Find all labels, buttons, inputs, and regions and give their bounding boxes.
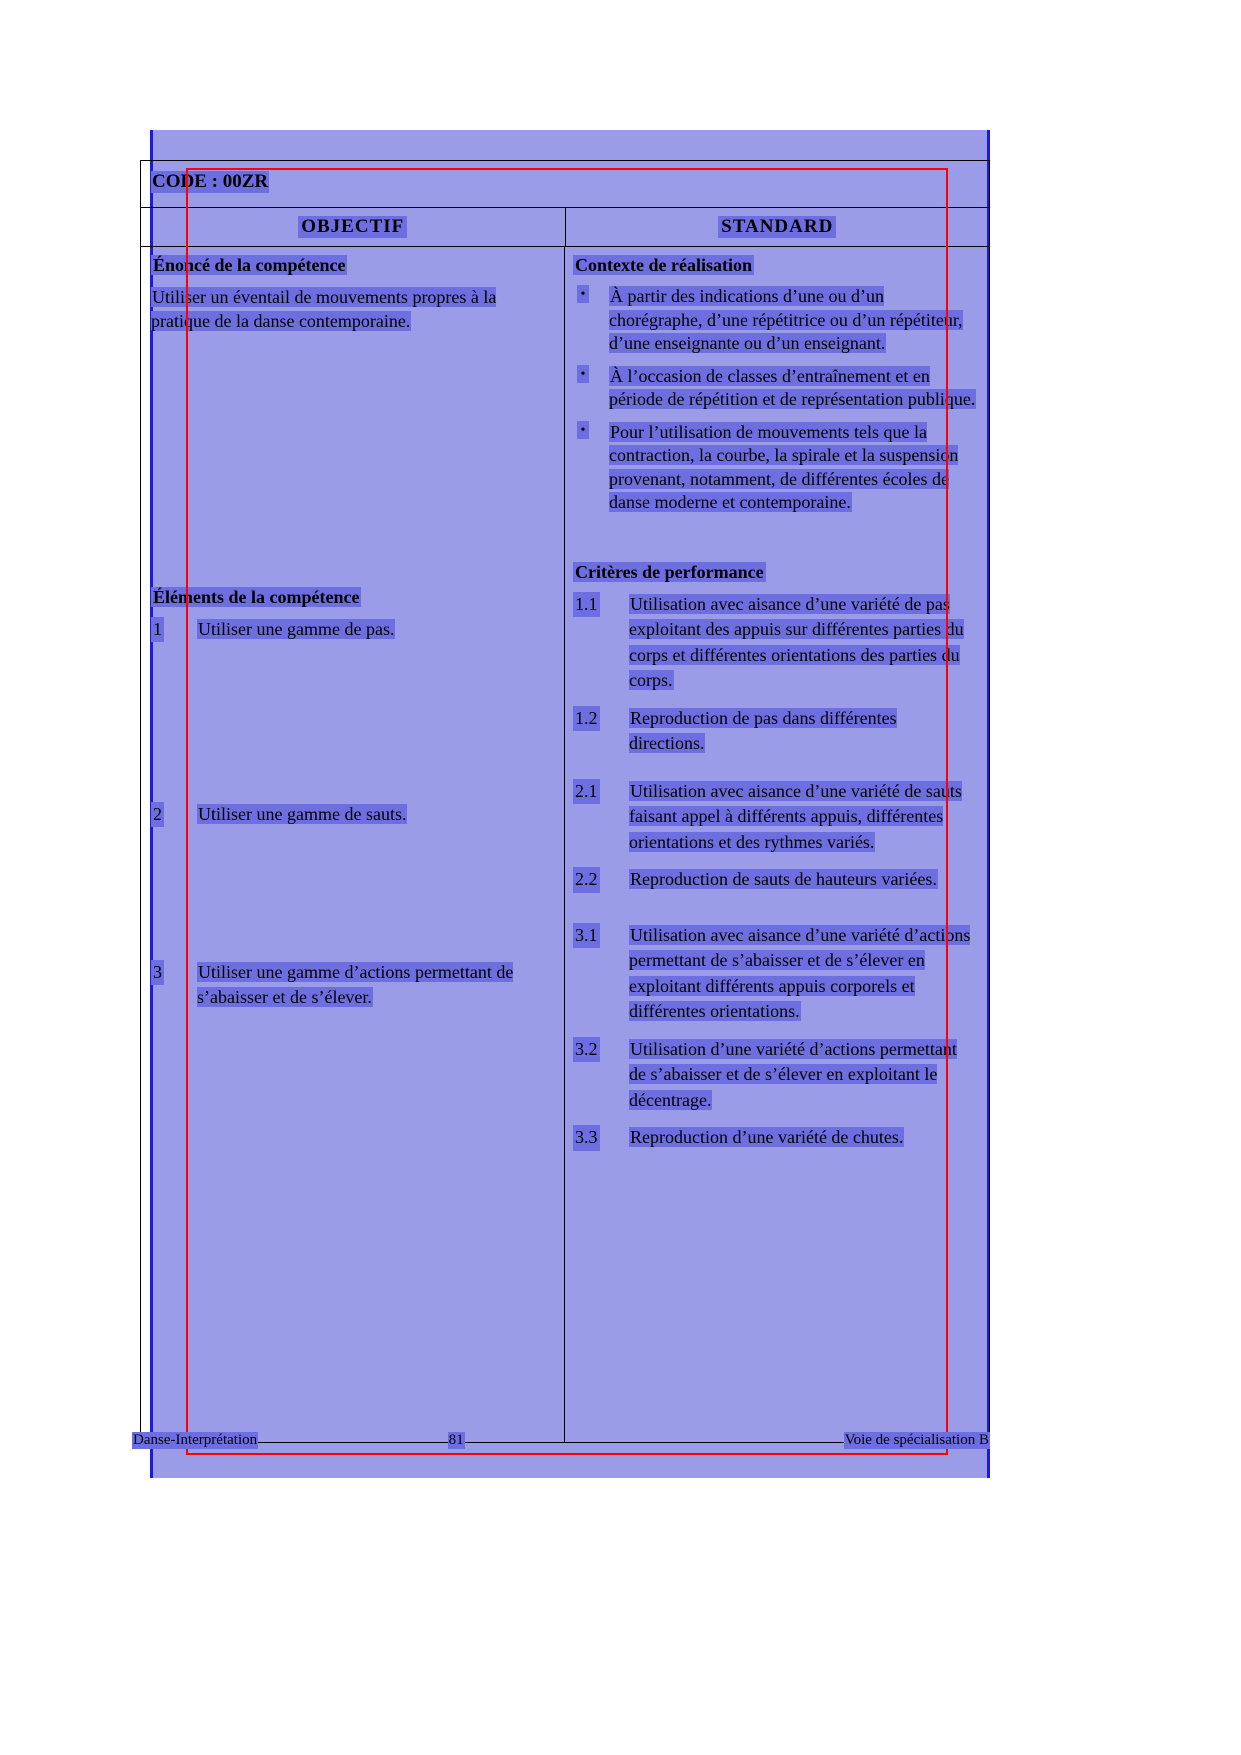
criteria-group [573,592,977,757]
criteria-text: Utilisation avec aisance d’une variété de pas exploitant des appuis sur différentes parties du corps et différentes orientations des parties du corps. [629,593,964,690]
criteria-item [573,706,977,757]
criteria-item [573,923,977,1025]
criteria-text: Reproduction d’une variété de chutes. [630,1127,904,1147]
criteria-item [573,1037,977,1114]
enonce-title [151,255,552,276]
footer-right: Voie de spécialisation B [844,1432,989,1448]
column-header-standard [566,208,990,246]
contexte-bullet-text: Pour l’utilisation de mouvements tels que la contraction, la courbe, la spirale et la suspension provenant, notamment, de différentes écoles de danse moderne et contemporaine. [609,421,959,512]
criteria-item [573,592,977,694]
criteria-item [573,779,977,856]
criteria-group [573,779,977,893]
element-number: 3 [151,960,164,985]
criteria-number: 2.1 [573,779,600,805]
objectif-spacer [151,339,552,587]
enonce-paragraph [151,285,552,333]
course-code: CODE : 00ZR [152,171,269,192]
standard-column [565,247,989,1442]
competency-table [140,160,990,1443]
enonce-text: Utiliser un éventail de mouvements propres à la pratique de la danse contemporaine. [151,287,497,331]
criteria-text: Reproduction de sauts de hauteurs variées. [630,869,937,889]
column-header-standard-label: STANDARD [718,216,836,238]
bullet-icon: • [577,365,589,383]
criteria-number: 1.1 [573,592,600,618]
contexte-title-label: Contexte de réalisation [575,255,752,275]
criteria-text: Utilisation avec aisance d’une variété d’actions permettant de s’abaisser et de s’élever en exploitant différents appuis corporels et différentes orientations. [629,924,971,1021]
criteria-number: 2.2 [573,867,600,893]
list-item [573,421,977,515]
criteria-text: Utilisation avec aisance d’une variété de sauts faisant appel à différents appuis, différentes orientations et des rythmes variés. [629,780,962,852]
list-item [573,285,977,356]
contexte-title [573,255,977,276]
bullet-icon: • [577,285,589,303]
criteria-item [573,867,977,893]
bullet-icon: • [577,421,589,439]
element-number: 1 [151,617,164,642]
column-header-objectif-label: OBJECTIF [298,216,407,238]
criteria-item [573,1125,977,1151]
element-text: Utiliser une gamme d’actions permettant de s’abaisser et de s’élever. [197,962,514,1007]
column-header-objectif [141,208,566,246]
element-number: 2 [151,802,164,827]
objectif-column [141,247,565,1442]
criteria-number: 1.2 [573,706,600,732]
element-text: Utiliser une gamme de pas. [198,619,395,639]
criteria-group [573,923,977,1151]
page-footer [132,1432,990,1449]
table-header-row [141,208,989,247]
criteria-number: 3.1 [573,923,600,949]
elements-title-label: Éléments de la compétence [153,587,360,607]
criteria-text: Reproduction de pas dans différentes directions. [629,707,897,753]
enonce-title-label: Énoncé de la compétence [153,255,346,275]
criteria-number: 3.2 [573,1037,600,1063]
table-body-row [141,247,989,1442]
element-item [151,960,552,1010]
footer-left: Danse-Interprétation [133,1432,258,1448]
standard-spacer [573,524,977,562]
criteres-title-label: Critères de performance [575,561,764,582]
element-item [151,802,552,827]
list-item [573,365,977,412]
contexte-bullet-list [573,285,977,515]
elements-title [151,587,552,608]
contexte-bullet-text: À l’occasion de classes d’entraînement et en période de répétition et de représentation publique. [609,365,976,409]
element-item [151,617,552,642]
code-row [141,161,989,208]
criteres-title [573,562,977,583]
contexte-bullet-text: À partir des indications d’une ou d’un chorégraphe, d’une répétitrice ou d’un répétiteur, d’une enseignante ou d’un enseignant. [609,286,963,353]
element-text: Utiliser une gamme de sauts. [198,804,407,824]
criteria-number: 3.3 [573,1125,600,1151]
criteria-text: Utilisation d’une variété d’actions permettant de s’abaisser et de s’élever en exploitant le décentrage. [629,1038,957,1110]
footer-page-number: 81 [448,1432,464,1448]
